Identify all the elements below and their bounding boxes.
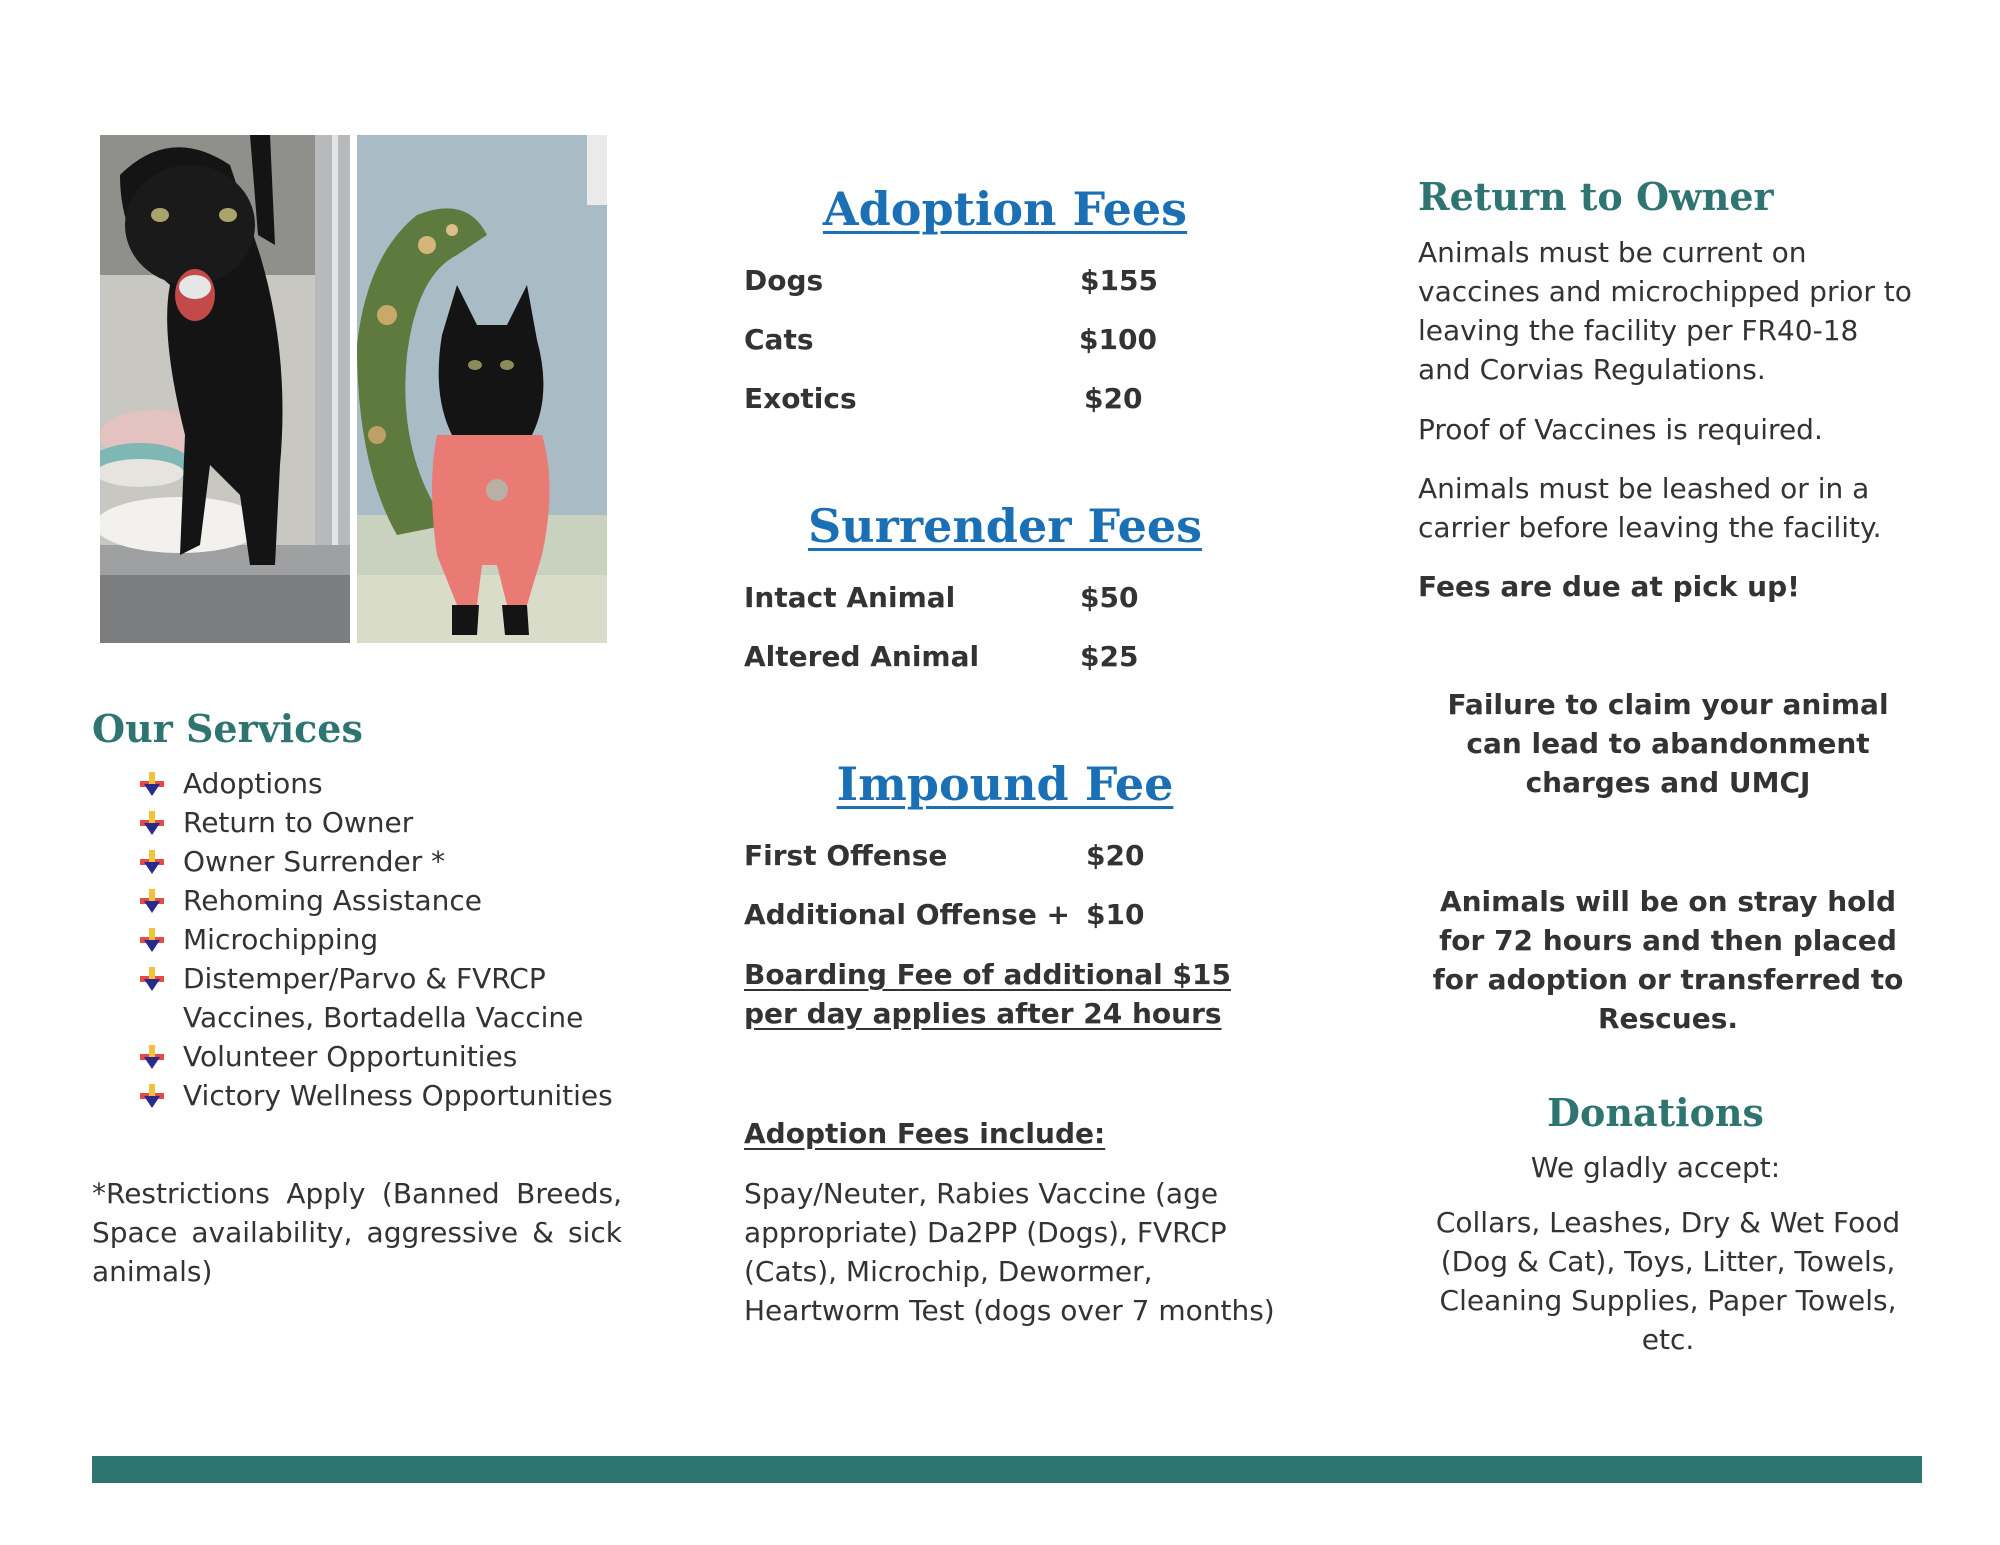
list-item: Victory Wellness Opportunities <box>136 1076 656 1115</box>
cat-sweater-photo <box>357 135 607 643</box>
arrow-down-bullet-icon <box>140 967 164 991</box>
donations-heading: Donations <box>1547 1090 1764 1135</box>
return-leash-requirement: Animals must be leashed or in a carrier before leaving the facility. <box>1418 472 1882 544</box>
arrow-down-bullet-icon <box>140 811 164 835</box>
donations-list: Collars, Leashes, Dry & Wet Food (Dog & Cat), Toys, Litter, Towels, Cleaning Supplies, Paper Towels, etc. <box>1435 1206 1901 1356</box>
footer-bar <box>92 1456 1922 1483</box>
return-vaccine-requirement: Animals must be current on vaccines and microchipped prior to leaving the facility per FR40-18 and Corvias Regulations. <box>1418 236 1912 386</box>
arrow-down-bullet-icon <box>140 772 164 796</box>
stray-hold-notice: Animals will be on stray hold for 72 hours and then placed for adoption or transferred to Rescues. <box>1432 885 1904 1035</box>
adoption-fees-heading: Adoption Fees <box>822 182 1188 236</box>
return-fees-due: Fees are due at pick up! <box>1418 570 1800 603</box>
arrow-down-bullet-icon <box>140 1045 164 1069</box>
adoption-includes-text: Spay/Neuter, Rabies Vaccine (age appropriate) Da2PP (Dogs), FVRCP (Cats), Microchip, Dewormer, Heartworm Test (dogs over 7 months) <box>744 1177 1275 1327</box>
list-item: Return to Owner <box>136 803 656 842</box>
boarding-fee-note: Boarding Fee of additional $15 per day applies after 24 hours <box>744 958 1231 1030</box>
arrow-down-bullet-icon <box>140 889 164 913</box>
services-list <box>136 764 656 1115</box>
kitten-kennel-photo <box>100 135 350 643</box>
list-item: Adoptions <box>136 764 656 803</box>
donations-intro: We gladly accept: <box>1530 1151 1781 1184</box>
abandonment-warning: Failure to claim your animal can lead to abandonment charges and UMCJ <box>1447 688 1889 799</box>
surrender-fees-heading: Surrender Fees <box>807 499 1203 553</box>
restrictions-note: *Restrictions Apply (Banned Breeds, Space availability, aggressive & sick animals) <box>92 1177 622 1288</box>
adoption-includes-heading: Adoption Fees include: <box>744 1117 1106 1150</box>
list-item: Volunteer Opportunities <box>136 1037 656 1076</box>
arrow-down-bullet-icon <box>140 928 164 952</box>
services-heading: Our Services <box>92 706 363 751</box>
return-proof-of-vaccines: Proof of Vaccines is required. <box>1418 413 1823 446</box>
list-item: Owner Surrender * <box>136 842 656 881</box>
return-to-owner-heading: Return to Owner <box>1418 174 1774 219</box>
list-item: Distemper/Parvo & FVRCP Vaccines, Bortadella Vaccine <box>136 959 656 1037</box>
list-item: Rehoming Assistance <box>136 881 656 920</box>
arrow-down-bullet-icon <box>140 1084 164 1108</box>
arrow-down-bullet-icon <box>140 850 164 874</box>
list-item: Microchipping <box>136 920 656 959</box>
impound-fee-heading: Impound Fee <box>836 757 1174 811</box>
